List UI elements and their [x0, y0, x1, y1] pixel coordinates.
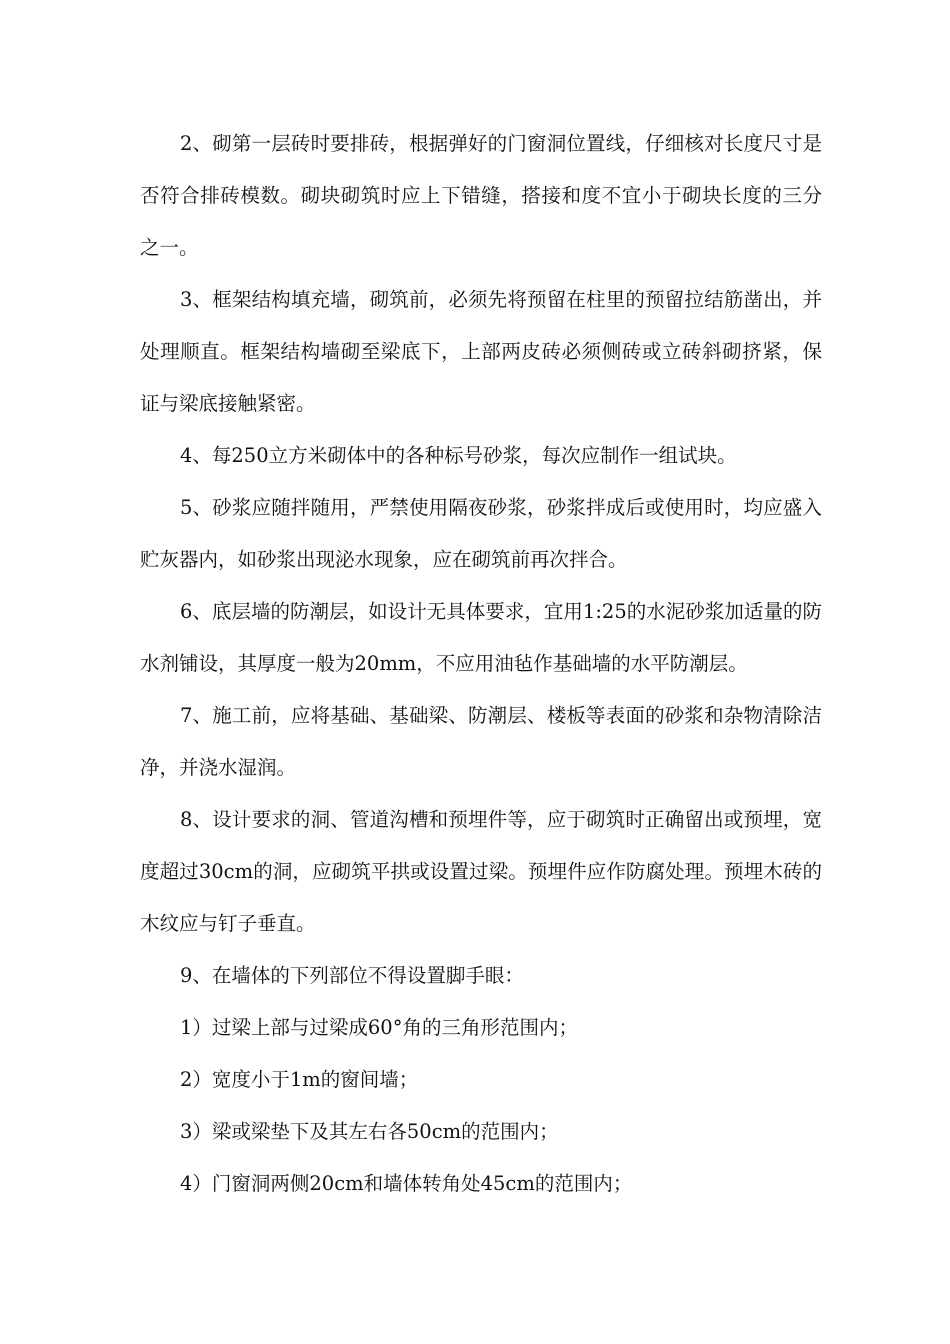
paragraph-item-9: 9、在墙体的下列部位不得设置脚手眼： — [179, 964, 524, 987]
paragraph-item-7: 7、施工前，应将基础、基础梁、防潮层、楼板等表面的砂浆和杂物清除洁净，并浇水湿润。 — [140, 704, 822, 779]
paragraph-item-2: 2、砌第一层砖时要排砖，根据弹好的门窗洞位置线，仔细核对长度尺寸是否符合排砖模数。砌块砌筑时应上下错缝，搭接和度不宜小于砌块长度的三分之一。 — [140, 132, 822, 259]
sub-item-1: 1）过梁上部与过梁成60°角的三角形范围内； — [179, 1016, 578, 1039]
paragraph-item-4: 4、每250立方米砌体中的各种标号砂浆，每次应制作一组试块。 — [179, 444, 737, 467]
paragraph-item-5: 5、砂浆应随拌随用，严禁使用隔夜砂浆，砂浆拌成后或使用时，均应盛入贮灰器内，如砂浆出现泌水现象，应在砌筑前再次拌合。 — [140, 496, 822, 571]
paragraph-item-3: 3、框架结构填充墙，砌筑前，必须先将预留在柱里的预留拉结筋凿出，并处理顺直。框架结构墙砌至梁底下，上部两皮砖必须侧砖或立砖斜砌挤紧，保证与梁底接触紧密。 — [140, 288, 822, 415]
paragraph-item-6: 6、底层墙的防潮层，如设计无具体要求，宜用1:25的水泥砂浆加适量的防水剂铺设，其厚度一般为20mm，不应用油毡作基础墙的水平防潮层。 — [140, 600, 822, 675]
sub-item-2: 2）宽度小于1m的窗间墙； — [179, 1068, 419, 1091]
sub-item-3: 3）梁或梁垫下及其左右各50cm的范围内； — [179, 1120, 559, 1143]
document-body — [140, 118, 822, 1210]
paragraph-item-8: 8、设计要求的洞、管道沟槽和预埋件等，应于砌筑时正确留出或预埋，宽度超过30cm的洞，应砌筑平拱或设置过梁。预埋件应作防腐处理。预埋木砖的木纹应与钉子垂直。 — [140, 808, 822, 935]
sub-item-4: 4）门窗洞两侧20cm和墙体转角处45cm的范围内； — [179, 1172, 633, 1195]
